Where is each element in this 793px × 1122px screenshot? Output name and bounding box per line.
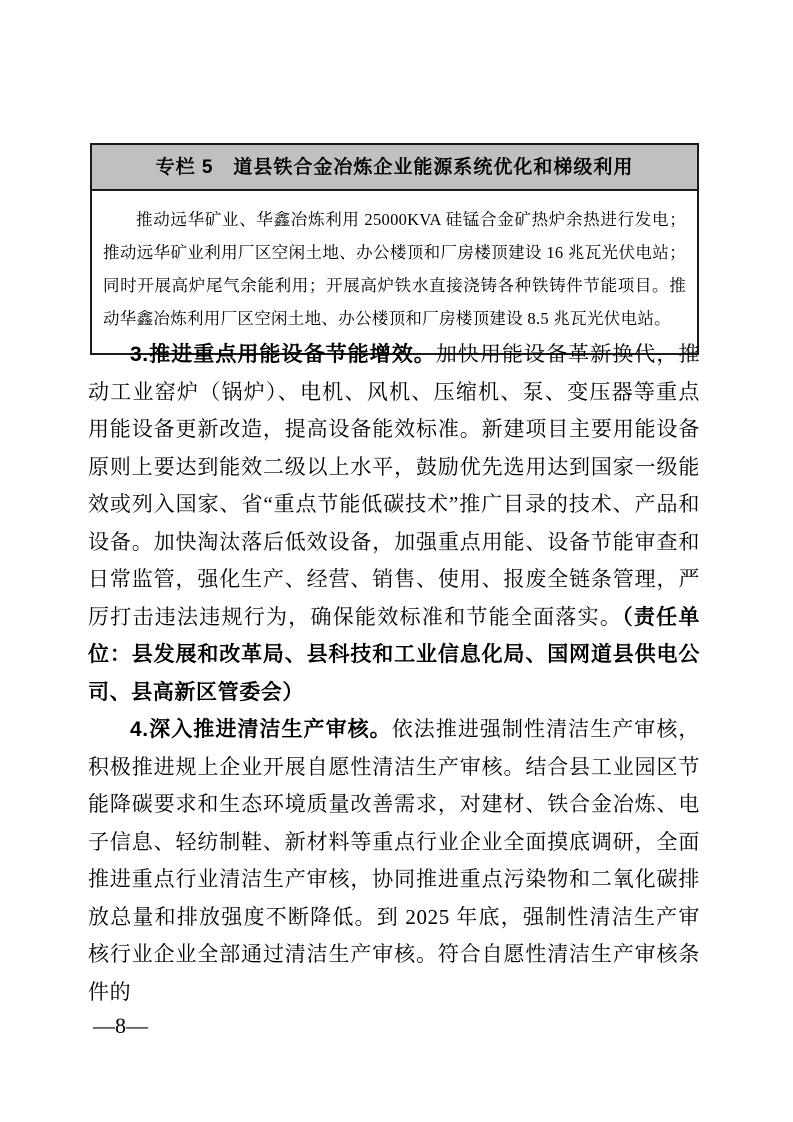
paragraph-4-heading: 4.深入推进清洁生产审核。 bbox=[130, 718, 392, 741]
paragraph-4 bbox=[88, 711, 700, 1011]
paragraph-3-responsible-units: （责任单位：县发展和改革局、县科技和工业信息化局、国网道县供电公司、县高新区管委会） bbox=[88, 605, 700, 704]
highlight-box-title: 专栏 5 道县铁合金冶炼企业能源系统优化和梯级利用 bbox=[92, 145, 697, 191]
highlight-box bbox=[90, 143, 699, 355]
page-number: —8— bbox=[93, 1013, 148, 1038]
paragraph-3 bbox=[88, 336, 700, 711]
paragraph-3-text: 加快用能设备革新换代，推动工业窑炉（锅炉）、电机、风机、压缩机、泵、变压器等重点用能设备更新改造，提高设备能效标准。新建项目主要用能设备原则上要达到能效二级以上水平，鼓励优先选用达到国家一级能效或列入国家、省“重点节能低碳技术”推广目录的技术、产品和设备。加快淘汰落后低效设备，加强重点用能、设备节能审查和日常监管，强化生产、经营、销售、使用、报废全链条管理，严厉打击违法违规行为，确保能效标准和节能全面落实。 bbox=[88, 342, 701, 629]
highlight-box-body bbox=[92, 191, 697, 353]
document-body bbox=[88, 336, 700, 1011]
paragraph-3-heading: 3.推进重点用能设备节能增效。 bbox=[130, 343, 436, 366]
paragraph-4-text: 依法推进强制性清洁生产审核，积极推进规上企业开展自愿性清洁生产审核。结合县工业园区节能降碳要求和生态环境质量改善需求，对建材、铁合金冶炼、电子信息、轻纺制鞋、新材料等重点行业企业全面摸底调研，全面推进重点行业清洁生产审核，协同推进重点污染物和二氧化碳排放总量和排放强度不断降低。到 2025 年底，强制性清洁生产审核行业企业全部通过清洁生产审核。符合自愿性清洁生产审核条件的 bbox=[88, 717, 700, 1004]
highlight-box-text: 推动远华矿业、华鑫冶炼利用 25000KVA 硅锰合金矿热炉余热进行发电；推动远华矿业利用厂区空闲土地、办公楼顶和厂房楼顶建设 16 兆瓦光伏电站；同时开展高炉尾气余能利用；开展高炉铁水直接浇铸各种铁铸件节能项目。推动华鑫冶炼利用厂区空闲土地、办公楼顶和厂房楼顶建设 8.5 兆瓦光伏电站。 bbox=[103, 210, 686, 328]
